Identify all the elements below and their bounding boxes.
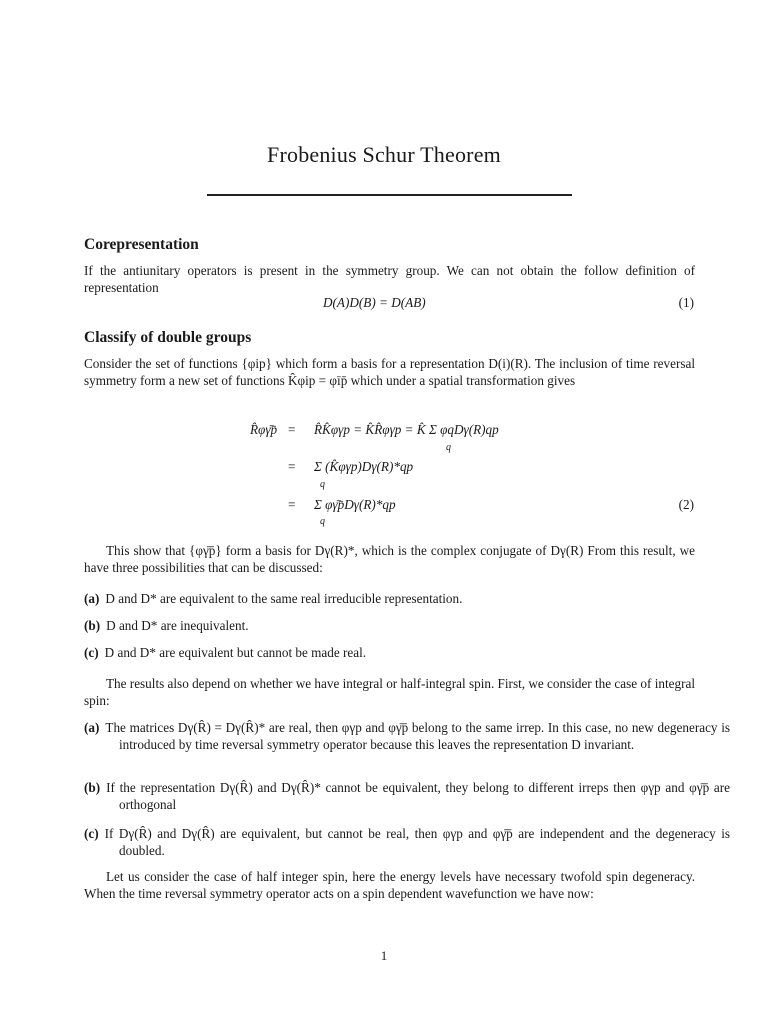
classify-paragraph-4: Let us consider the case of half integer spin, here the energy levels have necessary twofold spin degeneracy. When the time reversal symmetry operator acts on a spin dependent wavefunction we have now:	[84, 869, 695, 901]
title-rule	[207, 194, 572, 196]
equation-2-equals-2: =	[288, 459, 296, 474]
possibility-a-tag: (a)	[84, 591, 100, 606]
integral-case-c	[84, 825, 730, 859]
integral-case-c-text: If Dγ(R̂) and Dγ(R̂) are equivalent, but cannot be real, then φγp and φγ̄p̄ are independent and the degeneracy is doubled.	[104, 826, 730, 858]
document-title: Frobenius Schur Theorem	[267, 142, 501, 167]
equation-2-equals-3: =	[288, 497, 296, 512]
possibility-a-text: D and D* are equivalent to the same real irreducible representation.	[105, 591, 463, 606]
equation-2-line-2: Σ (K̂φγp)Dγ(R)*qp	[314, 459, 414, 474]
possibility-c-text: D and D* are equivalent but cannot be made real.	[104, 645, 367, 660]
possibility-c-tag: (c)	[84, 645, 99, 660]
integral-case-a	[84, 719, 730, 753]
equation-2-line-1: R̂K̂φγp = K̂R̂φγp = K̂ Σ φqDγ(R)qp	[314, 422, 499, 437]
equation-1: D(A)D(B) = D(AB)	[323, 295, 426, 310]
integral-case-b-text: If the representation Dγ(R̂) and Dγ(R̂)* cannot be equivalent, they belong to different irreps then φγp and φγ̄p̄ are orthogonal	[106, 780, 730, 812]
sum-index-1: q	[446, 442, 451, 453]
integral-case-c-tag: (c)	[84, 826, 99, 841]
equation-1-number: (1)	[678, 295, 694, 310]
sum-index-3: q	[320, 516, 325, 527]
possibility-b-text: D and D* are inequivalent.	[106, 618, 249, 633]
integral-case-b-tag: (b)	[84, 780, 101, 795]
classify-paragraph-2: This show that {φγ̄p̄} form a basis for Dγ(R)*, which is the complex conjugate of Dγ(R) From this result, we have three possibilities that can be discussed:	[84, 543, 695, 575]
integral-case-a-tag: (a)	[84, 720, 100, 735]
equation-2-number: (2)	[678, 497, 694, 512]
corep-paragraph: If the antiunitary operators is present in the symmetry group. We can not obtain the follow definition of representation	[84, 263, 695, 295]
equation-2-lhs: R̂φγ̄p̄	[250, 422, 278, 437]
integral-case-a-text: The matrices Dγ(R̂) = Dγ(R̂)* are real, then φγp and φγ̄p̄ belong to the same irrep. In this case, no new degeneracy is introduced by time reversal symmetry operator because this leaves the representation D invariant.	[105, 720, 730, 752]
section-heading-corepresentation: Corepresentation	[84, 236, 199, 253]
page-number: 1	[380, 948, 388, 963]
possibility-a	[84, 590, 695, 607]
possibility-b-tag: (b)	[84, 618, 101, 633]
equation-2-line-3: Σ φγ̄p̄Dγ(R)*qp	[314, 497, 396, 512]
possibility-b	[84, 617, 695, 634]
section-heading-classify: Classify of double groups	[84, 329, 252, 346]
classify-paragraph-1: Consider the set of functions {φip} which form a basis for a representation D(i)(R). The inclusion of time reversal symmetry form a new set of functions K̂φip = φīp̄ which under a spatial transformation gives	[84, 356, 695, 388]
classify-paragraph-3: The results also depend on whether we have integral or half-integral spin. First, we consider the case of integral spin:	[84, 676, 695, 708]
integral-case-b	[84, 779, 730, 813]
possibility-c	[84, 644, 695, 661]
sum-index-2: q	[320, 479, 325, 490]
equation-2-equals-1: =	[288, 422, 296, 437]
